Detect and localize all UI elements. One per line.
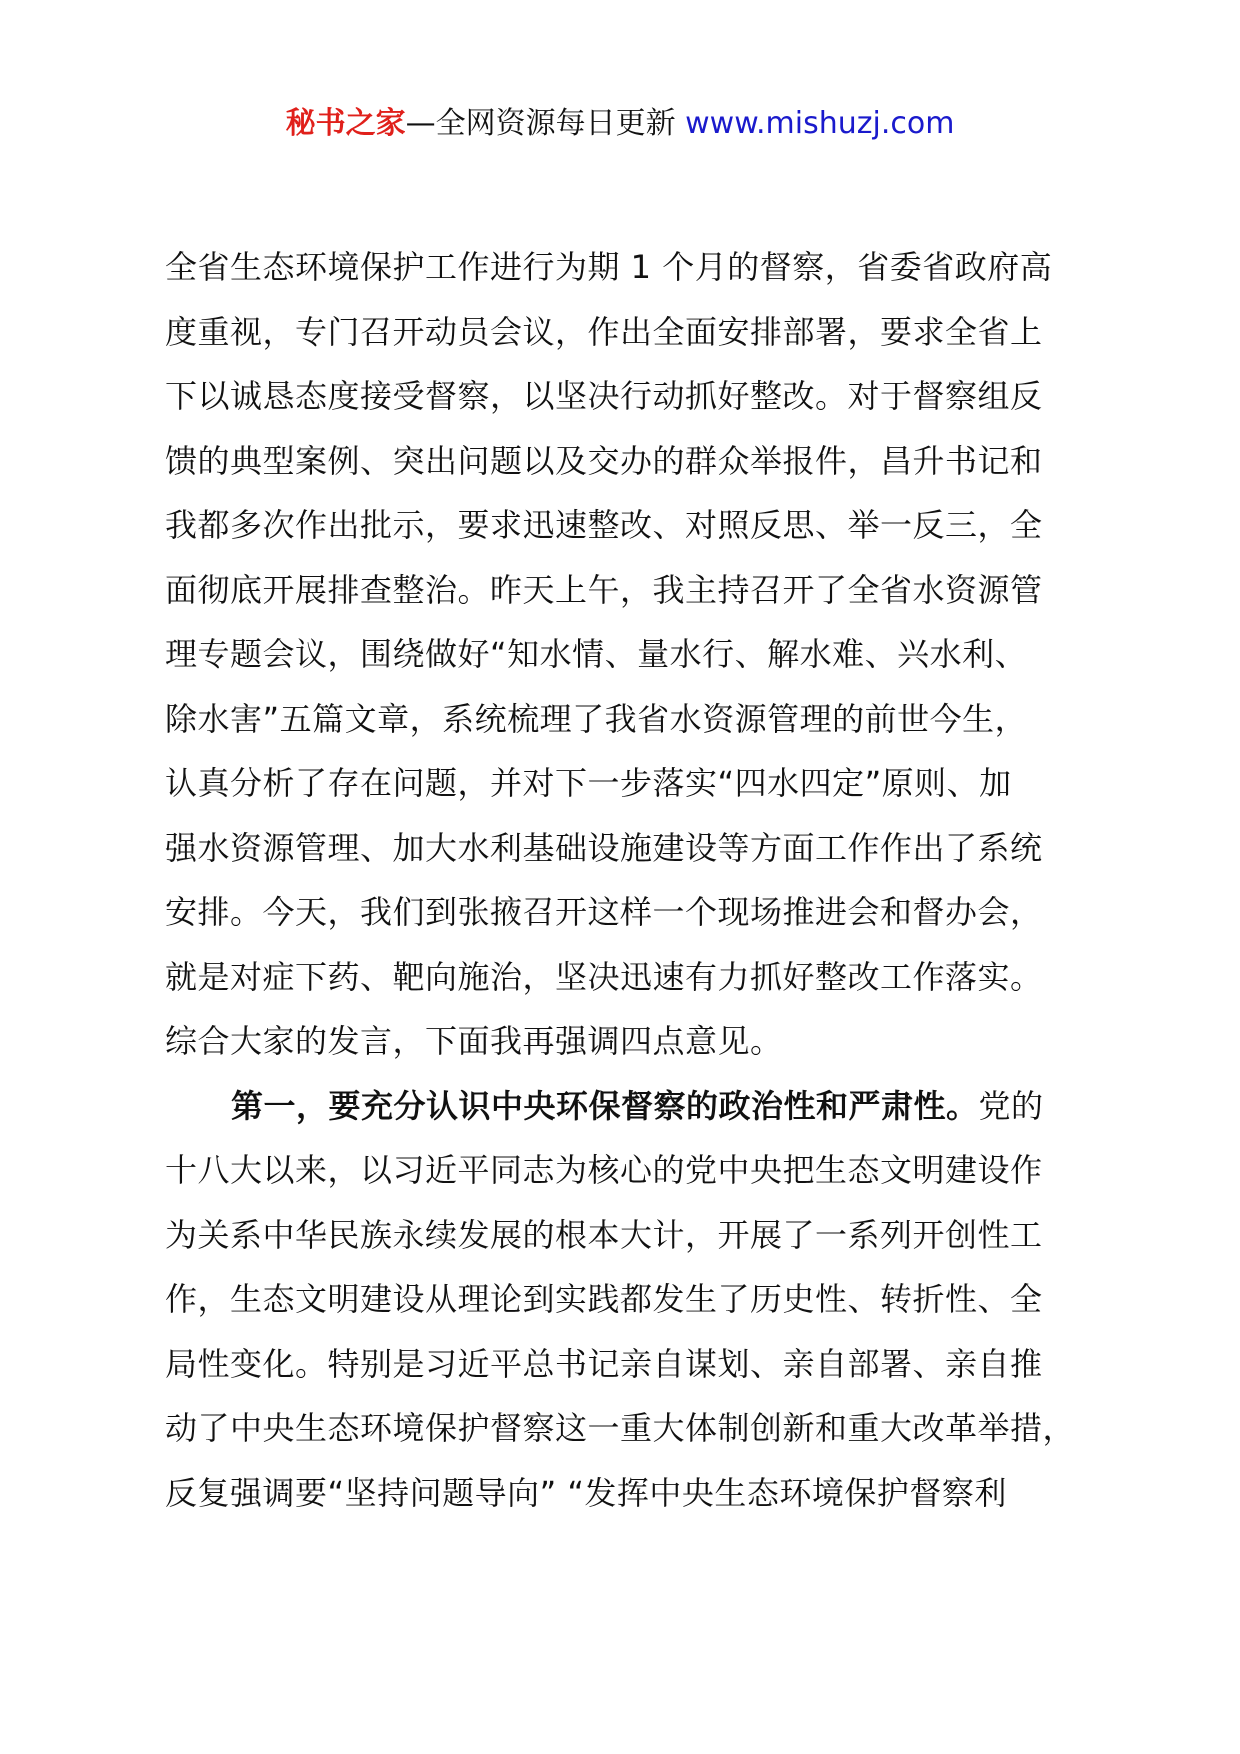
paragraph-line: 综合大家的发言，下面我再强调四点意见。 bbox=[165, 1022, 783, 1060]
paragraph-line: 面彻底开展排查整治。昨天上午，我主持召开了全省水资源管 bbox=[165, 570, 1043, 609]
paragraph-line: 反复强调要“坚持问题导向” “发挥中央生态环境保护督察利 bbox=[165, 1473, 1007, 1512]
site-url-link[interactable]: www.mishuzj.com bbox=[685, 106, 955, 141]
document-body bbox=[165, 235, 1085, 1525]
paragraph-line: 十八大以来，以习近平同志为核心的党中央把生态文明建设作 bbox=[165, 1151, 1043, 1189]
paragraph-line: 安排。今天，我们到张掖召开这样一个现场推进会和督办会， bbox=[165, 893, 1043, 931]
paragraph-line: 度重视，专门召开动员会议，作出全面安排部署，要求全省上 bbox=[165, 312, 1043, 351]
site-brand: 秘书之家 bbox=[285, 106, 406, 141]
site-tagline: —全网资源每日更新 bbox=[405, 106, 686, 141]
paragraph-line: 动了中央生态环境保护督察这一重大体制创新和重大改革举措， bbox=[165, 1409, 1076, 1447]
paragraph-line: 就是对症下药、靶向施治，坚决迅速有力抓好整改工作落实。 bbox=[165, 957, 1043, 996]
paragraph-line: 全省生态环境保护工作进行为期 1 个月的督察，省委省政府高 bbox=[165, 248, 1053, 286]
section-1-heading: 第一，要充分认识中央环保督察的政治性和严肃性。 bbox=[231, 1086, 979, 1125]
section-1-first-line bbox=[165, 1074, 1085, 1139]
paragraph-line: 理专题会议，围绕做好“知水情、量水行、解水难、兴水利、 bbox=[165, 635, 1028, 673]
paragraph-line: 除水害”五篇文章，系统梳理了我省水资源管理的前世今生， bbox=[165, 699, 1028, 738]
paragraph-line: 认真分析了存在问题，并对下一步落实“四水四定”原则、加 bbox=[165, 764, 1012, 802]
paragraph-line: 下以诚恳态度接受督察，以坚决行动抓好整改。对于督察组反 bbox=[165, 377, 1043, 415]
paragraph-line: 强水资源管理、加大水利基础设施建设等方面工作作出了系统 bbox=[165, 828, 1043, 867]
paragraph-line: 我都多次作出批示，要求迅速整改、对照反思、举一反三，全 bbox=[165, 506, 1043, 544]
site-header bbox=[0, 100, 1240, 148]
paragraph-line: 作，生态文明建设从理论到实践都发生了历史性、转折性、全 bbox=[165, 1280, 1043, 1318]
paragraph-line: 馈的典型案例、突出问题以及交办的群众举报件，昌升书记和 bbox=[165, 441, 1043, 480]
paragraph-line: 为关系中华民族永续发展的根本大计，开展了一系列开创性工 bbox=[165, 1215, 1043, 1254]
section-1-first-line-text: 党的 bbox=[978, 1086, 1044, 1125]
paragraph-line: 局性变化。特别是习近平总书记亲自谋划、亲自部署、亲自推 bbox=[165, 1344, 1043, 1383]
